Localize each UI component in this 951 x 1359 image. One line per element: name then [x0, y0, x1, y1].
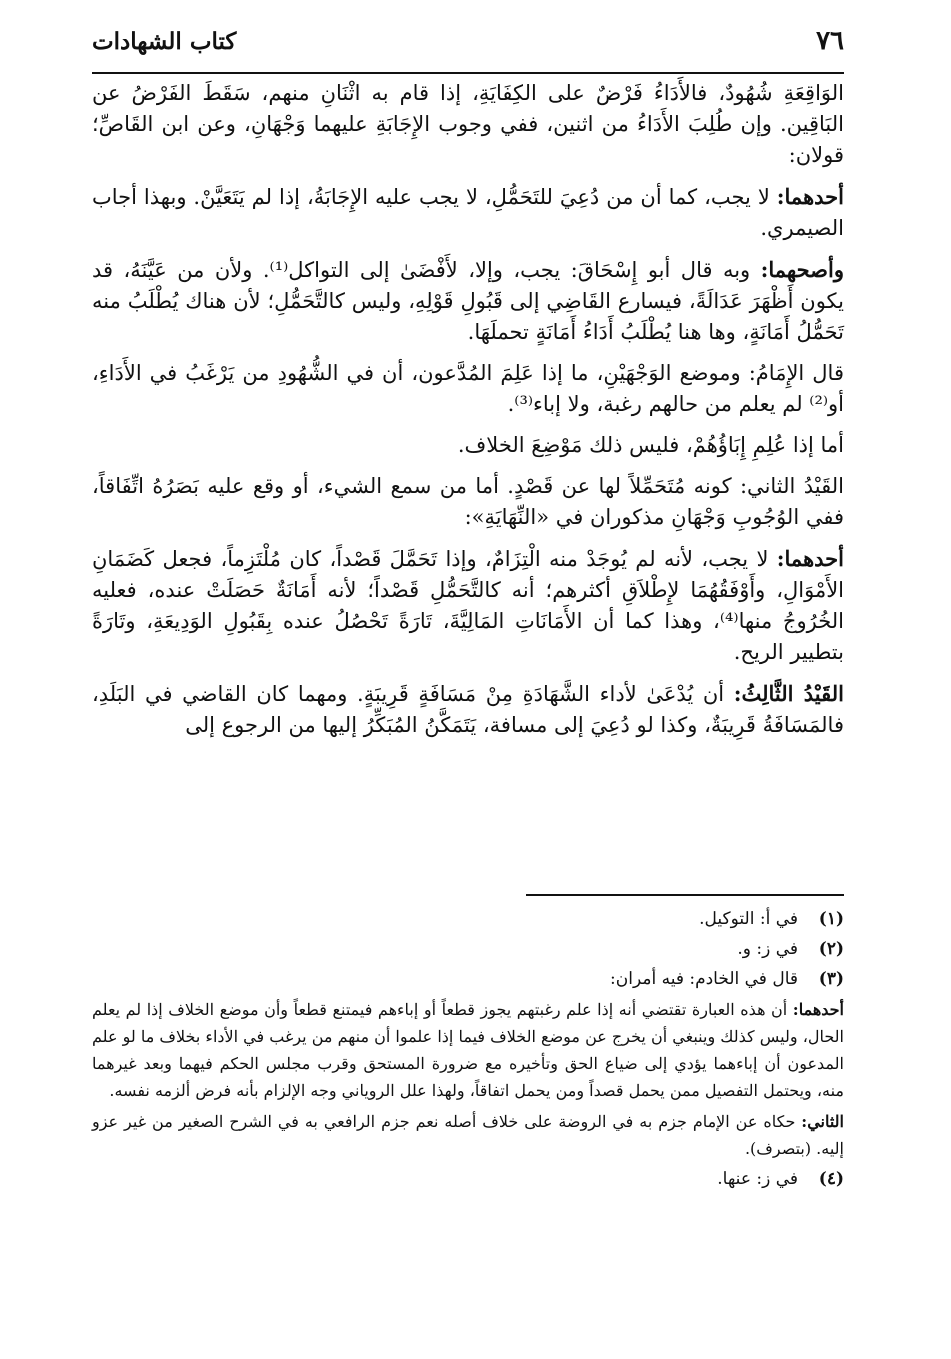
paragraph-3-text: وبه قال أبو إِسْحَاقَ: يجب، وإلا، لأَفْضَىٰ إلى التواكل⁽¹⁾. ولأن من عَيَّنَهُ، قد يكون أَظْهَرَ عَدَالَةً، فيسارع القَاضِي إلى قَبُولِ قَوْلِهِ، وليس كالتَّحَمُّلِ؛ لأن هناك يُطْلَبُ منه تَحَمُّلُ أَمَانَةٍ، وها هنا يُطْلَبُ أَدَاءُ أَمَانَةٍ تحملَهَا. [92, 258, 844, 344]
footnote-3-text: قال في الخادم: فيه أمران: [610, 969, 798, 989]
footnote-3-first-lead: أحدهما: [792, 1000, 844, 1019]
book-title: كتاب الشهادات [92, 28, 237, 55]
paragraph-6: القَيْدُ الثاني: كونه مُتَحَمِّلاً لها عن قَصْدٍ. أما من سمع الشيء، أو وقع عليه بَصَرُهُ اتِّفَاقاً، ففي الوُجُوبِ وَجْهَانِ مذكوران في «النِّهَايَةِ»: [92, 474, 844, 529]
paragraph-3-lead: وأصحهما: [760, 257, 844, 282]
paragraph-7-lead: أحدهما: [776, 546, 844, 571]
page-header [92, 18, 844, 74]
footnote-1-number: (١) [818, 909, 844, 929]
page-number: ٧٦ [816, 26, 844, 56]
paragraph-8-lead: القَيْدُ الثَّالِثُ: [733, 681, 844, 706]
paragraph-1: الوَاقِعَةِ شُهُودٌ، فالأَدَاءُ فَرْضٌ على الكِفَايَةِ، إذا قام به اثْنَانِ منهم، سَقَطَ الفَرْضُ عن البَاقِين. وإن طُلِبَ الأَدَاءُ من اثنين، ففي وجوب الإِجَابَةِ عليهما وَجْهَانِ، وعن ابن القَاصِّ؛ قولان: [92, 81, 844, 167]
paragraph-8-text: أن يُدْعَىٰ لأداء الشَّهَادَةِ مِنْ مَسَافَةٍ قَرِيبَةٍ. ومهما كان القاضي في البَلَدِ، فالمَسَافَةُ قَرِيبَةٌ، وكذا لو دُعِيَ إلى مسافة، يَتَمَكَّنُ المُبَكِّرُ إليها من الرجوع إلى [92, 682, 844, 737]
footnote-3-first-text: أن هذه العبارة تقتضي أنه إذا علم رغبتهم يجوز قطعاً أو إباءهم فيمتنع قطعاً وأن موضع الخلاف إذا لم يعلم الحال، وليس كذلك وينبغي أن يخرج عن موضع الخلاف فيما إذا علموا أن منهم من يرغب في الأداء بخلاف ما لو علم المدعون أن إباءهما يؤدي إلى ضياع الحق وتأخيره مع ضرورة المستحق وقرب مجلس الحكم فيهما وبعد غيرهما منه، ويحتمل التفصيل ممن يحمل قصداً ومن يحمل اتفاقاً، ولهذا علل الروياني وجه الإلزام بأنه فرض ألزمه نفسه. [92, 1000, 844, 1100]
footnote-3-second-text: حكاه عن الإمام جزم به في الروضة على خلاف أصله نعم جزم الرافعي به في الشرح الصغير من غير عزو إليه. (بتصرف). [92, 1112, 844, 1158]
paragraph-2 [92, 181, 844, 244]
footnote-1 [92, 906, 844, 932]
footnotes [92, 906, 844, 1196]
footnote-4-text: في ز: عنها. [717, 1169, 798, 1189]
footnote-3 [92, 966, 844, 992]
footnote-3-number: (٣) [818, 969, 844, 989]
footnote-2 [92, 936, 844, 962]
footnote-4-number: (٤) [818, 1169, 844, 1189]
footnote-divider [526, 894, 844, 896]
footnote-2-number: (٢) [818, 939, 844, 959]
paragraph-5: أما إذا عُلِمِ إِبَاؤُهُمْ، فليس ذلك مَوْضِعَ الخلاف. [457, 433, 844, 457]
paragraph-7 [92, 543, 844, 668]
main-text [92, 78, 844, 751]
paragraph-2-lead: أحدهما: [776, 184, 844, 209]
paragraph-4: قال الإِمَامُ: وموضع الوَجْهَيْنِ، ما إذا عَلِمَ المُدَّعون، أن في الشُّهُودِ من يَرْغَبُ في الأَدَاءِ، أو⁽²⁾ لم يعلم من حالهم رغبة، ولا إباء⁽³⁾. [92, 361, 844, 416]
paragraph-3 [92, 254, 844, 348]
footnote-4 [92, 1166, 844, 1192]
footnote-3-first-point [92, 996, 844, 1104]
paragraph-7-text: لا يجب، لأنه لم يُوجَدْ منه الْتِزَامٌ، وإذا تَحَمَّلَ قَصْداً، كان مُلْتَزِماً، فجعل كَضَمَانِ الأَمْوَالِ، وأَوْفَقُهُمَا لإِطْلاَقِ أكثرهم؛ أنه كالتَّحَمُّلِ قَصْداً؛ لأنه أَمَانَةٌ حَصَلَتْ عنده، فعليه الخُرُوجُ منها⁽⁴⁾، وهذا كما أن الأَمَانَاتِ المَالِيَّةَ، تَارَةً تَحْصُلُ عنده بِقَبُولِ الوَدِيعَةِ، وتَارَةً بتطيير الريح. [92, 547, 844, 664]
paragraph-8 [92, 678, 844, 741]
footnote-2-text: في ز: و. [737, 939, 798, 959]
footnote-1-text: في أ: التوكيل. [699, 909, 798, 929]
footnote-3-second-point [92, 1108, 844, 1162]
footnote-3-second-lead: الثاني: [801, 1112, 844, 1131]
paragraph-2-text: لا يجب، كما أن من دُعِيَ للتَحَمُّلِ، لا يجب عليه الإِجَابَةُ، إذا لم يَتَعَيَّنْ. وبهذا أجاب الصيمري. [92, 185, 844, 240]
